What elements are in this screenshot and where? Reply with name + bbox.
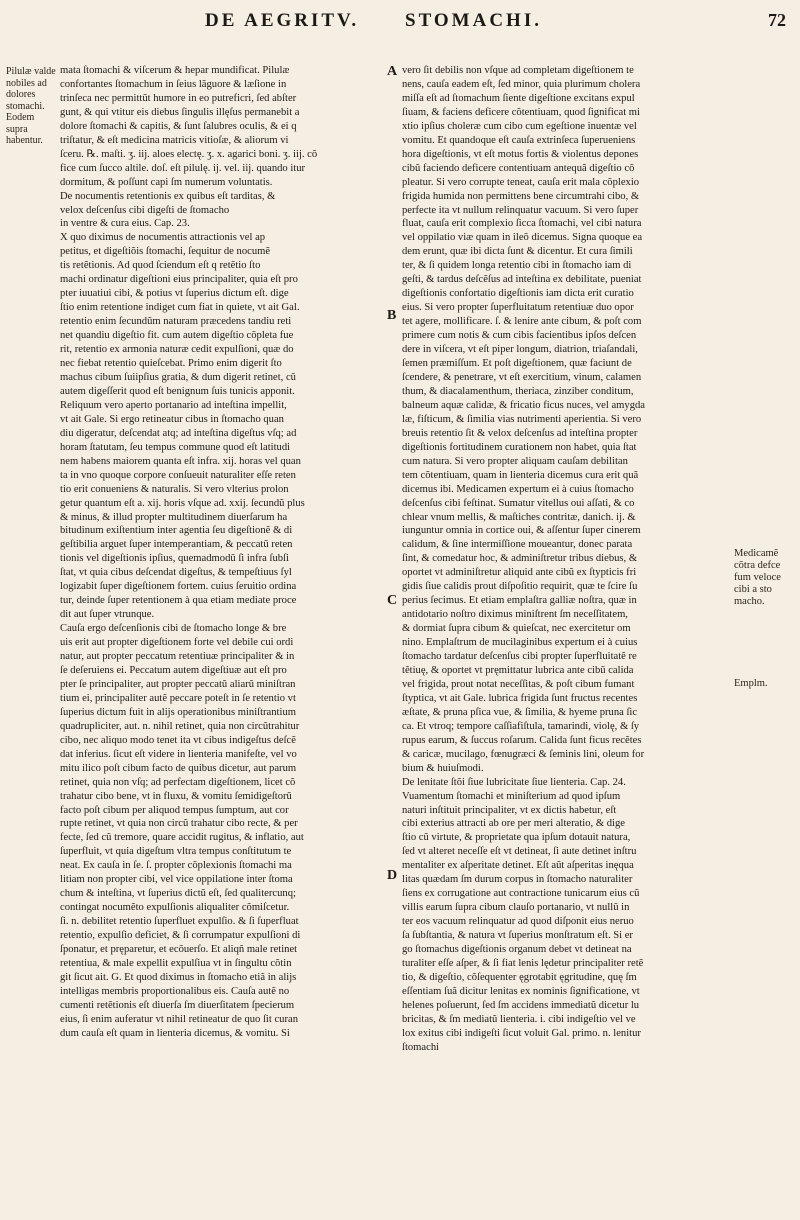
left-column-line: X quo diximus de nocumentis attractionis vel ap: [60, 232, 266, 244]
right-column-line: hora digeſtionis, vt eſt motus fortis & violentus depones: [402, 148, 639, 160]
right-column-line: ſiuam, & faciens deficere cõtentiuam, quod ſignificat mi: [402, 106, 640, 118]
right-column-line: ter, & ſi quidem longa retentio cibi in ſtomacho iam di: [402, 260, 632, 272]
left-column-line: git ſicut ait. G. Et quod diximus in ſtomacho etiã in alijs: [60, 971, 297, 983]
right-column-line: bricitas, & ſm mediatũ lienteria. i. cibi indigeſtio vel ve: [402, 1013, 636, 1025]
left-column-line: in ventre & cura eius. Cap. 23.: [60, 218, 190, 230]
right-column-line: frigida humida non permittens bene circumtrahi cibo, &: [402, 190, 640, 202]
left-column-line: tio erit conueniens & naturalis. Si vero vlterius prolon: [60, 483, 289, 495]
right-column-line: dicemus ibi. Medicamen expertum ei à cuius ſtomacho: [402, 483, 634, 495]
folio-number: 72: [768, 10, 786, 30]
left-column-line: nem habens maiorem quanta eſt infra. xij. horas vel quan: [60, 455, 301, 467]
left-column-line: geſtibilia arguet ſuper intemperantiam, & peccatũ reten: [60, 539, 293, 551]
left-column-line: rit, retentio ex armonia naturæ cedit expulſioni, quæ do: [60, 344, 294, 356]
right-column-line: oportet vt adminiſtretur aliquid ante cibũ ex ſtypticis fri: [402, 567, 637, 579]
left-column-line: petitus, et digeſtiõis ſtomachi, ſequitur de nocumẽ: [60, 246, 271, 258]
left-column-line: cumenti retẽtionis eſt diuerſa ſm diuerſitatem ſpecierum: [60, 999, 295, 1011]
right-column-line: ſa ſubſtantia, & natura vt ſuperius monſtratum eſt. Si er: [402, 930, 633, 942]
right-column-line: læ, fiſticum, & ſimilia vias nutrimenti aperientia. Si vero: [402, 413, 642, 425]
right-column-line: perius ſecimus. Et etiam emplaſtra galliæ noſtra, quæ in: [402, 595, 637, 607]
right-column-line: digeſtionis fortitudinem curationem non habet, quia ſtat: [402, 441, 637, 453]
left-column-line: net quandiu digeſtio fit. cum autem digeſtio cõpleta fue: [60, 330, 294, 342]
right-column-line: iunguntur omnia in cortice oui, & aſſentur ſuper cinerem: [402, 525, 641, 537]
left-column-line: machus cibum ſuiipſius gratia, & dum digerit retinet, cũ: [60, 371, 296, 383]
left-column-line: confortantes ſtomachum in ſeius lãguore & læſione in: [60, 78, 287, 90]
left-column-line: natur, aut propter peccatum retentiuæ principaliter & in: [60, 651, 295, 663]
right-column-line: go ſtomachus digeſtionis organum debet vt detineat na: [402, 944, 632, 956]
left-column-line: dit aut ſuper vtrunque.: [60, 609, 155, 621]
left-column-line: quadrupliciter, aut. n. nihil retinet, quia non circũtrahitur: [60, 720, 300, 732]
right-column-line: bium & huiuſmodi.: [402, 762, 484, 774]
left-column-line: contingat nocumẽto expulſionis aliqualiter cõmiſcetur.: [60, 902, 290, 914]
right-column-line: xtio ipſius choleræ cum cibo cum egeſtione inuentæ vel: [402, 120, 637, 132]
left-column-line: ſuperfluit, vt quia digeſtum vltra tempus conſtitutum te: [60, 846, 292, 858]
left-column-line: ſuperius dictum fuit in alijs operationibus miniſtrantium: [60, 706, 296, 718]
left-column-line: dum cauſa eſt quam in lienteria dicemus, & vomitu. Si: [60, 1027, 290, 1039]
right-column-line: æſtate, & pruna pſica vue, & ſimilia, & hyeme pruna ſic: [402, 706, 638, 718]
right-column-line: ſcendere, & penetrare, vt eſt exercitium, vinum, calamen: [402, 371, 642, 383]
right-column-line: nens, cauſa eadem eſt, ſed minor, quia plurimum cholera: [402, 78, 641, 90]
right-column-line: antidotario noſtro diximus miniſtrent ſm neceſſitatem,: [402, 609, 628, 621]
right-column-line: ſemen præmiſſum. Et poſt digeſtionem, quæ faciunt de: [402, 358, 632, 370]
section-marker-a: A: [387, 64, 398, 79]
section-marker-d: D: [387, 868, 398, 883]
left-column-line: tium ei, principaliter autẽ peccare poteſt in ſe retentio vt: [60, 692, 296, 704]
left-column-line: Cauſa ergo deſcenſionis cibi de ſtomacho longe & bre: [60, 623, 287, 635]
right-column-line: vero ſit debilis non vſque ad completam digeſtionem te: [402, 65, 634, 76]
left-column-line: autem digeſſerit quod eſt benignum ſuis tunicis apponit.: [60, 385, 295, 397]
left-column-line: trinſeca nec permittũt humore in eo putreficri, ſed abſter: [60, 92, 297, 104]
left-column-line: pter iuuatiui cibi, & potius vt ſuperius dictum eſt. dige: [60, 288, 289, 300]
right-column-line: eſſentiam ſuã dicitur lenitas ex nominis ſignificatione, vt: [402, 985, 640, 997]
left-column-line: dat inferius. ſicut eſt videre in lienteria manifeſte, vel vo: [60, 748, 297, 760]
left-column-line: mata ſtomachi & viſcerum & hepar mundificat. Pilulæ: [60, 65, 290, 76]
left-column-line: tionis vel digeſtionis ipſius, quemadmodũ ſi infra ſubſi: [60, 553, 289, 565]
left-column-line: tis retẽtionis. Ad quod ſciendum eſt q retẽtio ſto: [60, 260, 261, 272]
left-column-line: cibo, nec aliquo modo tenet ita vt cibus indigeſtus deſcẽ: [60, 734, 296, 746]
left-column-line: Reliquum vero aperto portanario ad inteſtina impellit,: [60, 399, 287, 411]
left-column-line: intelligas membris proportionalibus eis. Cauſa autẽ no: [60, 985, 290, 997]
right-column-line: miſſa eſt ad ſtomachum ſiente digeſtione excitans expul: [402, 92, 635, 104]
left-column-line: tur, deinde ſuper retentionem à qua etiam mediate proce: [60, 595, 297, 607]
left-column-line: nec fiebat retentio quieſcebat. Primo enim digerit ſto: [60, 358, 282, 370]
right-column-line: calidum, & ſine intermiſſione moueantur, donec parata: [402, 539, 633, 551]
right-column-line: ſtomacho tardatur deſcenſus cibi propter ſuperfluitatẽ re: [402, 651, 637, 663]
right-column-line: vel oppilatio viæ quam in ileõ dicemus. Signa quoque ea: [402, 232, 643, 244]
left-column-line: neat. Ex cauſa in ſe. ſ. propter cõplexionis ſtomachi ma: [60, 860, 292, 872]
left-text-column: [60, 64, 385, 1184]
right-column-line: cum natura. Si vero propter aliquam cauſam debilitan: [402, 455, 628, 467]
left-column-line: gunt, & qui vtitur eis diebus ſingulis illęſus permanebit a: [60, 106, 300, 118]
right-column-line: nino. Emplaſtrum de mucilaginibus expertum ei à cuius: [402, 637, 638, 649]
right-column-line: dere in viſcera, vt eſt piper longum, diatrion, triaſandali,: [402, 344, 638, 356]
left-column-line: retentio enim ſecundũm naturam præcedens tandiu reti: [60, 316, 292, 328]
left-column-line: velox deſcenſus cibi digeſti de ſtomacho: [60, 204, 230, 216]
right-margin-note-2: Emplm.: [734, 678, 768, 689]
right-column-line: ſtio cũ virtute, & proprietate qua ipſum dotauit natura,: [402, 832, 631, 844]
right-column-line: vomitu. Et quandoque eſt cauſa extrinſeca ſuperueniens: [402, 134, 636, 146]
right-column-line: rupus earum, & ſuccus roſarum. Calida ſunt ficus recẽtes: [402, 734, 642, 746]
left-column-line: chum & inteſtina, vt ſuperius dictũ eſt, ſed qualitercunq;: [60, 888, 296, 900]
left-column-line: De nocumentis retentionis ex quibus eſt tarditas, &: [60, 190, 276, 202]
running-head-left: DE AEGRITV.: [205, 10, 360, 31]
left-column-line: ſtio enim retentione indiget cum fiat in quiete, vt ait Gal.: [60, 302, 300, 314]
right-column-line: ca. Et vtroq; tempore caſſiafiſtula, tamarindi, violę, & ſy: [402, 720, 640, 732]
right-column-line: tio, & digeſtio, cõſequenter ęgrotabit ęgritudine, quę ſm: [402, 971, 637, 983]
right-column-line: lox exitus cibi indigeſti ſicut voluit Gal. primo. n. lenitur: [402, 1027, 641, 1039]
left-column-line: trahatur cibo bene, vt in fluxu, & vomitu ſemidigeſtorũ: [60, 790, 292, 802]
right-column-line: litas quædam ſm durum corpus in ſtomacho naturaliter: [402, 874, 633, 886]
left-column-line: dolore ſtomachi & capitis, & ſunt ſalubres oculis, & ei q: [60, 120, 297, 132]
right-column-line: primere cum notis & cum cibis facientibus ipſos deſcen: [402, 330, 637, 342]
left-margin-note: Pilulæ valde nobiles ad dolores stomachi. Eodem supra habentur.: [6, 66, 56, 146]
right-column-line: fluat, cauſa erit complexio ſicca ſtomachi, vel cibi natura: [402, 218, 642, 230]
left-column-line: pter ſe principaliter, aut propter peccatũ aliarũ miniſtran: [60, 678, 296, 690]
right-column-line: villis earum ſupra cibum clauſo portanario, vt nullũ in: [402, 902, 630, 914]
right-column-line: deſcenſus cibi feſtinat. Sumatur vitellus oui aſſati, & co: [402, 497, 635, 509]
section-marker-b: B: [387, 308, 397, 323]
section-marker-c: C: [387, 593, 398, 608]
right-column-line: breuis retentio ſit & velox deſcenſus ad inteſtina propter: [402, 427, 638, 439]
right-column-line: De lenitate ſtõi ſiue lubricitate ſiue lienteria. Cap. 24.: [402, 776, 626, 788]
right-column-line: & caricæ, mucilago, fœnugræci & ſeminis lini, oleum for: [402, 748, 645, 760]
right-column-line: ſtomachi: [402, 1041, 440, 1053]
left-column-line: bitudinum exiſtentium inter agentia ſeu digeſtionẽ & di: [60, 525, 293, 537]
right-column-line: ſint, & comedatur hoc, & adminiſtretur tribus diebus, &: [402, 553, 638, 565]
right-column-line: Vuamentum ſtomachi et miniſterium ad quod ipſum: [402, 790, 621, 802]
left-column-line: ſi. n. debilitet retentio ſuperfluet expulſio. & ſi ſuperfluat: [60, 916, 299, 928]
right-column-line: ſed vt alteret neceſſe eſt vt detineat, ſi aute detinet inſtru: [402, 846, 637, 858]
left-column-line: fecte, ſed cũ tremore, quare accidit rugitus, & inflatio, aut: [60, 832, 304, 844]
right-column-line: balneum aquæ calidæ, & fricatio ficus nuces, vel amygda: [402, 399, 645, 411]
right-column-line: helenes poſuerunt, ſed ſm accidens immediatũ dicetur lu: [402, 999, 640, 1011]
right-column-line: cibi exterius attracti ab ore per meri alteratio, & dige: [402, 818, 625, 830]
running-header: [0, 10, 800, 40]
left-column-line: diu digeratur, deſcendat atq; ad inteſtina digeſtus vſq; ad: [60, 427, 297, 439]
left-column-line: getur quantum eſt a. xij. horis vſque ad. xxij. ſecundũ plus: [60, 497, 305, 509]
right-column-line: ſiens ex corrugatione aut contractione tunicarum eius cũ: [402, 888, 640, 900]
right-column-line: pleatur. Si vero corrupte teneat, cauſa erit mala cõplexio: [402, 176, 640, 188]
right-column-line: tẽtiuę, & oportet vt pręmittatur lubrica ante cibũ calida: [402, 664, 634, 676]
left-column-line: ſe deſeruiens ei. Peccatum autem digeſtiuæ aut eſt pro: [60, 664, 287, 676]
right-column-line: gidis ſiue calidis prout diſpoſitio requirit, quæ te ſcire ſu: [402, 581, 638, 593]
right-column-line: chlear vnum mellis, & maſtiches contritæ, danich. ij. &: [402, 511, 636, 523]
right-column-line: turaliter eſſe aſper, & ſi fiat lenis lędetur principaliter retẽ: [402, 958, 644, 969]
right-column-line: vel frigida, prout notat neceſſitas, & poſt cibum fumant: [402, 678, 635, 690]
left-column-line: dormitum, & poſſunt capi ſm numerum voluntatis.: [60, 176, 273, 188]
right-column-line: geſti, & tardus deſcẽſus ad inteſtina ex debilitate, pueniat: [402, 274, 642, 286]
right-column-line: mentaliter ex aſperitate detinet. Eſt aũt aſperitas inęqua: [402, 860, 634, 872]
right-column-line: digeſtionis confortatio digeſtionis iam dicta erit curatio: [402, 288, 634, 300]
right-column-line: perfecte ita vt nullum relinquatur vacuum. Si vero ſuper: [402, 204, 639, 216]
left-column-line: triſtatur, & eſt medicina matricis vitioſæ, & aliorum vi: [60, 134, 289, 146]
right-text-column: [402, 64, 730, 1184]
left-column-line: ta in vno quoque corpore conſueuit naturaliter eſſe reten: [60, 469, 296, 481]
left-column-line: ſponatur, et pręparetur, et ecõuerſo. Et aliqñ male retinet: [60, 944, 298, 956]
left-column-line: horam ſtatutam, ſeu tempus commune quod eſt latitudi: [60, 441, 291, 453]
right-column-line: eius. Si vero propter ſuperfluitatum retentiuæ duo opor: [402, 302, 634, 314]
left-column-line: mitu ilico poſt cibum facto de quibus dicetur, aut parum: [60, 762, 297, 774]
left-column-line: logizabit ſuper digeſtionem fortem. cuius ſeruitio ordina: [60, 581, 297, 593]
left-column-line: retentio, expulſio deficiet, & ſi corrumpatur expulſioni di: [60, 930, 301, 942]
right-column-line: thum, & diacalamenthum, theriaca, zinziber conditum,: [402, 385, 634, 397]
left-column-line: machi ordinatur digeſtioni eius principaliter, quia eſt pro: [60, 274, 298, 286]
left-column-line: fice cum ſucco altile. doſ. eſt pilulę. ij. vel. iij. quando itur: [60, 162, 306, 174]
right-column-line: ſtyptica, vt ait Gale. lubrica frigida ſunt fructus recentes: [402, 692, 638, 704]
left-column-line: & minus, & illud propter multitudinem diuerſarum ha: [60, 511, 288, 523]
left-column-line: eius, ſi enim auferatur vt nihil retineatur de quo ſit curan: [60, 1013, 298, 1025]
right-margin-note-1: Medicamẽ cõtra defce fum veloce cibi a sto machο.: [734, 548, 781, 607]
right-column-line: tet agere, mollificare. ſ. & lenire ante cibum, & poſt com: [402, 316, 642, 328]
left-column-line: ſtat, vt quia cibus deſcendat digeſtus, & tempeſtiuus ſyl: [60, 567, 292, 579]
right-column-line: dem erunt, quæ ibi dicta ſunt & dicentur. Et cura ſimili: [402, 246, 633, 258]
left-column-line: litiam non propter cibi, vel vice oppilatione inter ſtoma: [60, 874, 293, 886]
left-column-line: facto poſt cibum per aliquod tempus ſumptum, aut cor: [60, 804, 289, 816]
left-column-line: retentiua, & male expellit expulſiua vt in ſingultu cõtin: [60, 958, 292, 969]
right-column-line: tem cõtentiuam, quam in lienteria dicemus cura erit quã: [402, 469, 639, 481]
left-column-line: vt ait Gale. Si ergo retineatur cibus in ſtomacho quan: [60, 413, 284, 425]
left-column-line: ſceru. ℞. maſti. ʒ. iij. aloes electę. ʒ. x. agarici boni. ʒ. iij. cõ: [60, 148, 318, 160]
right-column-line: ter eos vacuum relinquatur ad quod diſponit eius neruo: [402, 916, 634, 928]
left-column-line: rupte retinet, vt quia non circũ trahatur cibo recte, & per: [60, 818, 298, 830]
running-head-right: STOMACHI.: [405, 10, 542, 31]
right-column-line: naturi inſtituit principaliter, vt ex dictis habetur, eſt: [402, 804, 617, 816]
right-column-line: & dormiat ſupra cibum & quieſcat, nec exercitetur om: [402, 623, 631, 635]
left-column-line: retinet, quia non vſq; ad perfectam digeſtionem, licet cõ: [60, 776, 296, 788]
right-column-line: cibũ faciendo deficere contentiuam antequã digeſtio cõ: [402, 162, 635, 174]
left-column-line: uis erit aut propter digeſtionem forte vel debile cui ordi: [60, 637, 294, 649]
